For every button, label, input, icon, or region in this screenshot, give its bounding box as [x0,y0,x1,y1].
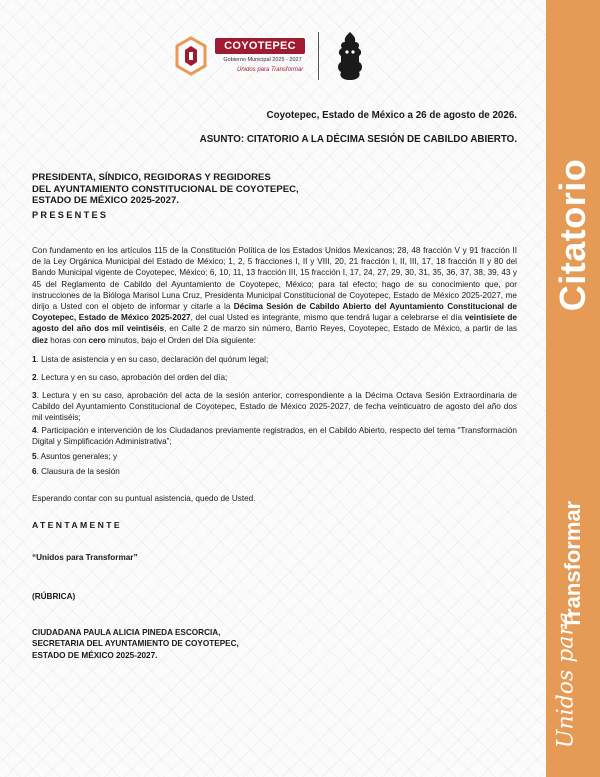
agenda-number: 6 [32,467,37,476]
agenda-text: . Lectura y en su caso, aprobación del orden del día; [36,373,228,382]
agenda-text: . Participación e intervención de los Ciudadanos previamente registrados, en el Cabildo Abierto, respecto del tema “Transformación Digital y Simplificación Administrativa”; [32,426,517,447]
agenda-text: . Lectura y en su caso, aprobación del acta de la sesión anterior, correspondiente a la Décima Octava Sesión Extraordinaria de Cabildo del Ayuntamiento Constitucional de Coyotepec, Estado de México 2025-2027, de fecha veinticuatro de agosto del año dos mil veintiséis; [32,391,517,423]
body-text-bold: diez [32,335,48,345]
agenda-text: . Lista de asistencia y en su caso, declaración del quórum legal; [36,355,269,364]
body-text: , en Calle 2 de marzo sin número, Barrio Reyes, Coyotepec, Estado de México, a partir de las [164,324,517,334]
addressee [32,172,299,207]
coyotepec-emblem-icon [175,36,207,76]
addressee-line: PRESIDENTA, SÍNDICO, REGIDORAS Y REGIDORES [32,172,271,183]
rubrica: (RÚBRICA) [32,592,76,601]
agenda-number: 1 [32,355,37,364]
body-text-bold: Décima Sesión de Cabildo Abierto del Ayuntamiento Constitucional de Coyotepec, Estado de México 2025-2027 [32,302,517,323]
agenda-item [32,425,517,447]
agenda-text: . Asuntos generales; y [36,452,118,461]
body-text: Con fundamento en los artículos 115 de la Constitución Política de los Estados Unidos Mexicanos; 28, 48 fracción V y 91 fracción II de la Ley Orgánica Municipal del Estado de México; 1, 2, 5 fracciones I, II y VIII, 20, 21 fracción I, II, III, 17, 18 fracción II y 80 del Bando Municipal vigente de Coyotepec, México; 6, 10, 11, 13 fracción III, 15 fracción I, 17, 24, 27, 29, 30, 31, 35, 36, 37, 38, 39, 43 y 45 del Reglamento de Cabildo del Ayuntamiento de Coyotepec, México; para tal efecto; hago de su conocimiento que, por instrucciones de la Bióloga Marisol Luna Cruz, Presidenta Municipal Constitucional de Coyotepec, Estado de México 2025-2027, me dirijo a Usted con el objeto de informar y citarle a la [32,246,517,312]
body-text: minutos, bajo el Orden del Día siguiente: [105,335,256,345]
signature-line: CIUDADANA PAULA ALICIA PINEDA ESCORCIA, [32,628,221,637]
body-text: horas con [47,335,89,345]
brand-subtitle: Gobierno Municipal 2025 - 2027 [223,57,302,63]
band-script: Unidos para [553,611,579,749]
agenda-item [32,466,517,477]
side-band [546,0,600,777]
brand-slogan: Unidos para Transformar [237,67,304,73]
body-text-bold: cero [88,335,106,345]
addressee-line: ESTADO DE MÉXICO 2025-2027. [32,195,179,206]
agenda-item [32,354,517,365]
coyote-glyph-icon [332,30,368,82]
date-line: Coyotepec, Estado de México a 26 de agosto de 2026. [266,110,517,121]
closing-line: Esperando contar con su puntual asistencia, quedo de Usted. [32,494,256,503]
agenda-item [32,451,517,462]
agenda-item [32,390,517,424]
band-title: Citatorio [552,158,593,312]
agenda-number: 5 [32,452,37,461]
presentes-heading: PRESENTES [32,210,109,220]
body-text: , del cual Usted es integrante, mismo que tendrá lugar a celebrarse el día [190,313,465,323]
brand-name: COYOTEPEC [215,38,305,54]
atentamente-heading: ATENTAMENTE [32,520,123,530]
agenda-number: 2 [32,373,37,382]
agenda-number: 3 [32,391,37,400]
body-paragraph [32,245,517,346]
body-text-bold: veintisiete de agosto del año dos mil veintiséis [32,313,517,334]
agenda-text: . Clausura de la sesión [36,467,120,476]
subject-line: ASUNTO: CITATORIO A LA DÉCIMA SESIÓN DE CABILDO ABIERTO. [199,134,517,145]
signature-block [32,627,239,661]
addressee-line: DEL AYUNTAMIENTO CONSTITUCIONAL DE COYOTEPEC, [32,183,299,195]
band-word: Transformar [560,500,585,630]
signature-line: SECRETARIA DEL AYUNTAMIENTO DE COYOTEPEC, [32,639,239,649]
slogan: “Unidos para Transformar” [32,553,138,562]
agenda-number: 4 [32,426,37,435]
header-divider [318,32,319,80]
agenda-item [32,372,517,383]
signature-line: ESTADO DE MÉXICO 2025-2027. [32,650,158,660]
